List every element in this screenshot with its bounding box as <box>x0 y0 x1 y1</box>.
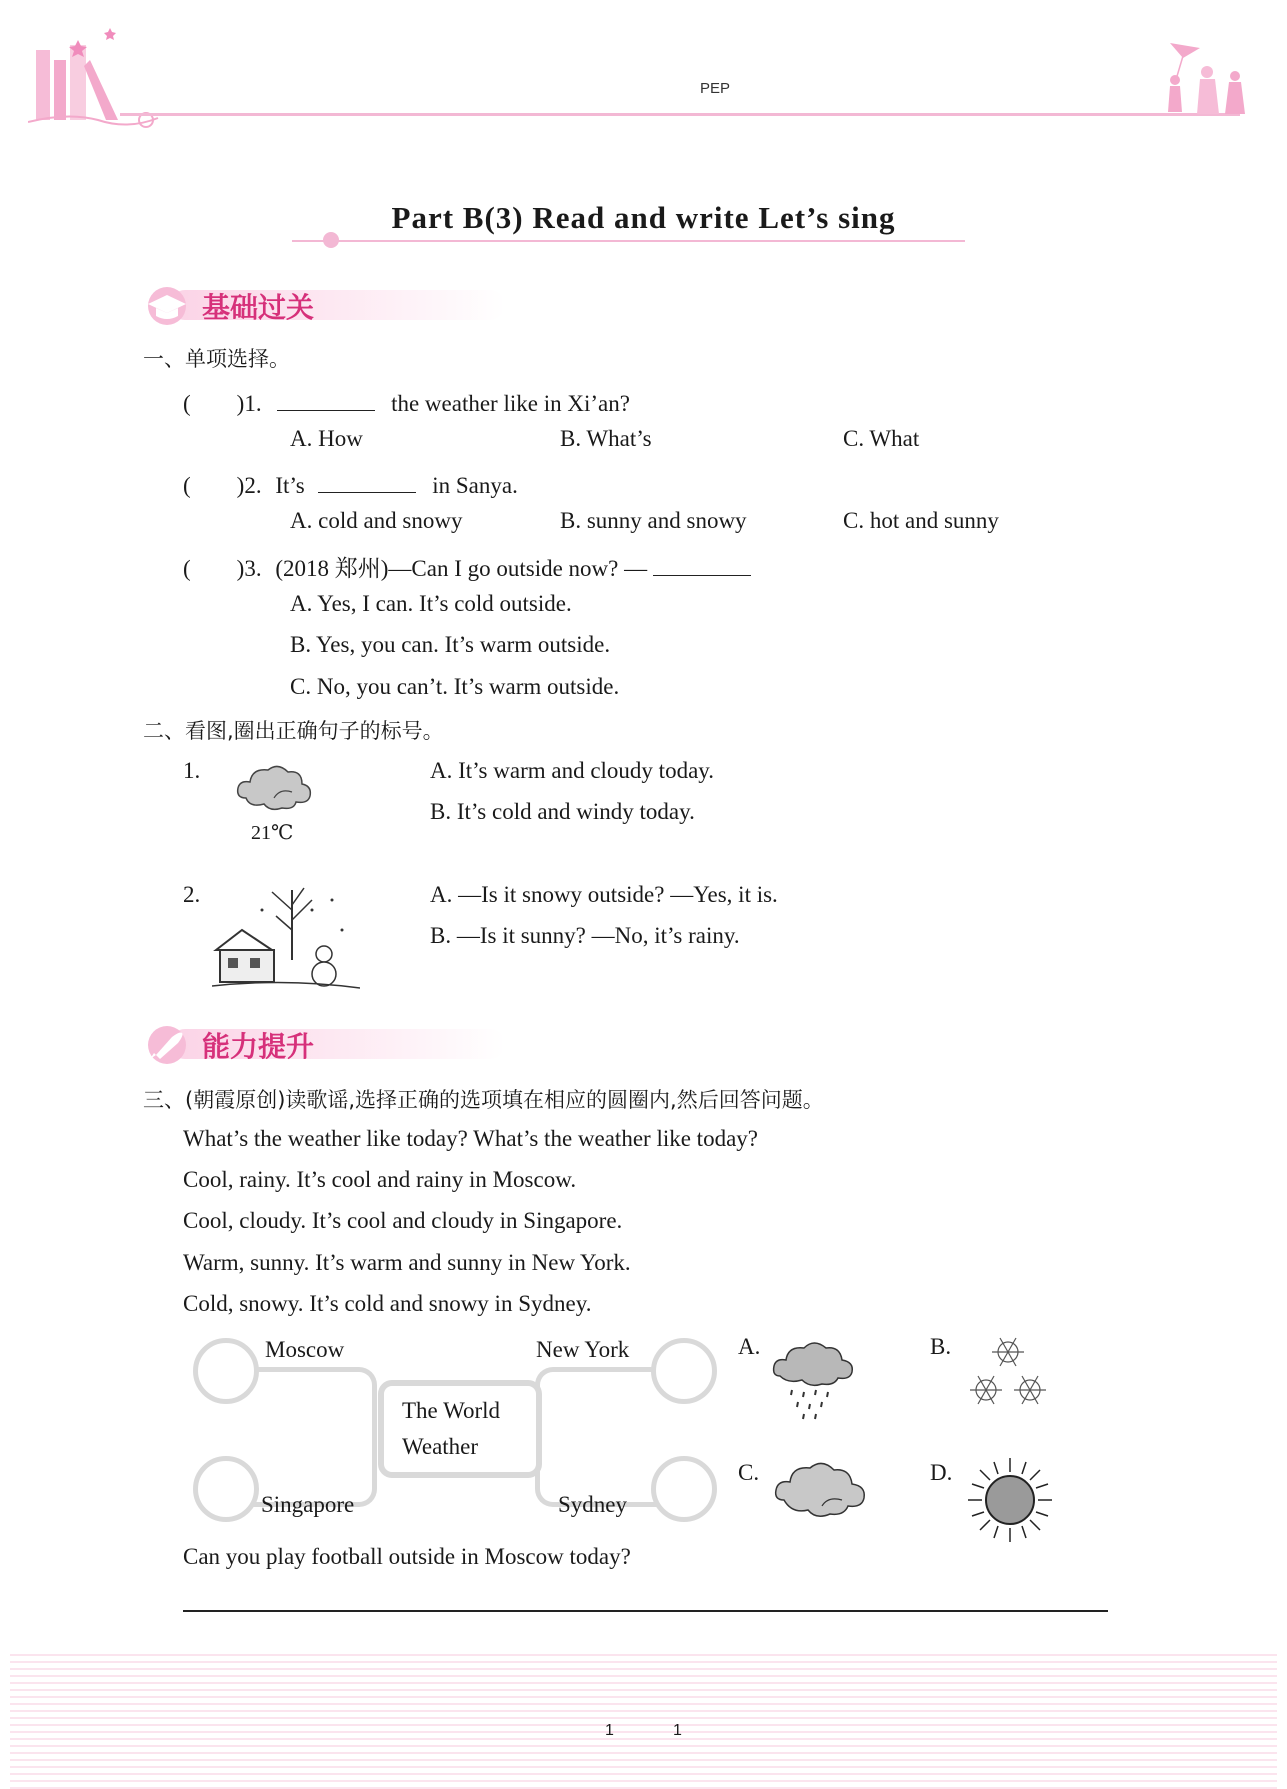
section-banner-basic <box>140 284 520 328</box>
answer-paren: ( )3. <box>183 556 262 581</box>
snowflake-icon <box>962 1332 1054 1416</box>
option: A. Yes, I can. It’s cold outside. <box>290 591 572 616</box>
choice-letter: A. <box>738 1334 761 1359</box>
question-1 <box>183 385 630 418</box>
question-2 <box>183 467 518 500</box>
city-label: Sydney <box>558 1492 627 1517</box>
question-stem-before: It’s <box>275 473 305 498</box>
section-banner-advance <box>140 1023 520 1067</box>
question-3 <box>183 550 751 583</box>
footer-band <box>10 1654 1277 1789</box>
final-question: Can you play football outside in Moscow today? <box>183 1544 631 1569</box>
choice-letter: B. <box>930 1334 952 1359</box>
question-stem: the weather like in Xi’an? <box>391 391 630 416</box>
song-line: Cool, cloudy. It’s cool and cloudy in Singapore. <box>183 1208 623 1233</box>
song-line: Warm, sunny. It’s warm and sunny in New York. <box>183 1250 631 1275</box>
temperature-label: 21℃ <box>251 822 294 844</box>
section-title: 能力提升 <box>202 1030 315 1063</box>
answer-circle-moscow[interactable] <box>193 1338 259 1404</box>
fill-blank[interactable] <box>277 392 375 411</box>
option: A. How <box>290 426 363 451</box>
answer-paren: ( )2. <box>183 473 262 498</box>
header-rule <box>120 113 1240 116</box>
center-label: Weather <box>402 1434 479 1459</box>
option: B. sunny and snowy <box>560 508 747 533</box>
fill-blank[interactable] <box>653 557 751 576</box>
page-number: 1 <box>605 1722 614 1739</box>
title-underline-dot <box>323 232 339 248</box>
option: A. It’s warm and cloudy today. <box>430 758 715 783</box>
question-stem-before: (2018 郑州)—Can I go outside now? — <box>275 556 648 581</box>
song-line: What’s the weather like today? What’s the weather like today? <box>183 1126 758 1151</box>
header-decoration-left <box>28 20 168 135</box>
option: B. What’s <box>560 426 652 451</box>
title-underline <box>292 240 965 242</box>
item-number: 1. <box>183 758 201 783</box>
sun-icon <box>966 1456 1054 1544</box>
answer-circle-sydney[interactable] <box>651 1456 717 1522</box>
option: B. Yes, you can. It’s warm outside. <box>290 632 611 657</box>
choice-letter: D. <box>930 1460 953 1485</box>
part1-heading: 一、单项选择。 <box>143 347 290 371</box>
city-label: New York <box>536 1337 630 1362</box>
answer-paren: ( )1. <box>183 391 262 416</box>
city-label: Singapore <box>261 1492 355 1517</box>
connector-right <box>535 1367 660 1507</box>
header-decoration-right <box>1155 38 1265 118</box>
option: C. No, you can’t. It’s warm outside. <box>290 674 620 699</box>
question-stem: in Sanya. <box>432 473 518 498</box>
song-line: Cool, rainy. It’s cool and rainy in Moscow. <box>183 1167 577 1192</box>
snowy-house-picture <box>212 880 360 996</box>
part3-heading: 三、(朝霞原创)读歌谣,选择正确的选项填在相应的圆圈内,然后回答问题。 <box>143 1088 824 1112</box>
option: C. What <box>843 426 920 451</box>
rocket-icon <box>142 1025 192 1065</box>
rainy-cloud-icon <box>770 1332 862 1422</box>
answer-circle-new-york[interactable] <box>651 1338 717 1404</box>
cloud-icon <box>772 1456 872 1526</box>
option: B. —Is it sunny? —No, it’s rainy. <box>430 923 740 948</box>
page-title: Part B(3) Read and write Let’s sing <box>391 200 896 235</box>
choice-letter: C. <box>738 1460 760 1485</box>
center-box <box>378 1380 542 1478</box>
answer-circle-singapore[interactable] <box>193 1456 259 1522</box>
option: B. It’s cold and windy today. <box>430 799 695 824</box>
part2-heading: 二、看图,圈出正确句子的标号。 <box>143 719 444 743</box>
page-number: 1 <box>673 1722 682 1739</box>
option: C. hot and sunny <box>843 508 999 533</box>
option: A. —Is it snowy outside? —Yes, it is. <box>430 882 778 907</box>
section-title: 基础过关 <box>202 291 315 324</box>
song-line: Cold, snowy. It’s cold and snowy in Sydney. <box>183 1291 592 1316</box>
center-label: The World <box>402 1398 501 1423</box>
connector-left <box>252 1367 377 1507</box>
item-number: 2. <box>183 882 201 907</box>
series-mark: PEP <box>700 80 731 97</box>
city-label: Moscow <box>265 1337 345 1362</box>
cloud-icon <box>234 758 314 816</box>
fill-blank[interactable] <box>318 474 416 493</box>
answer-line[interactable] <box>183 1610 1108 1612</box>
graduation-cap-icon <box>142 286 192 326</box>
option: A. cold and snowy <box>290 508 463 533</box>
